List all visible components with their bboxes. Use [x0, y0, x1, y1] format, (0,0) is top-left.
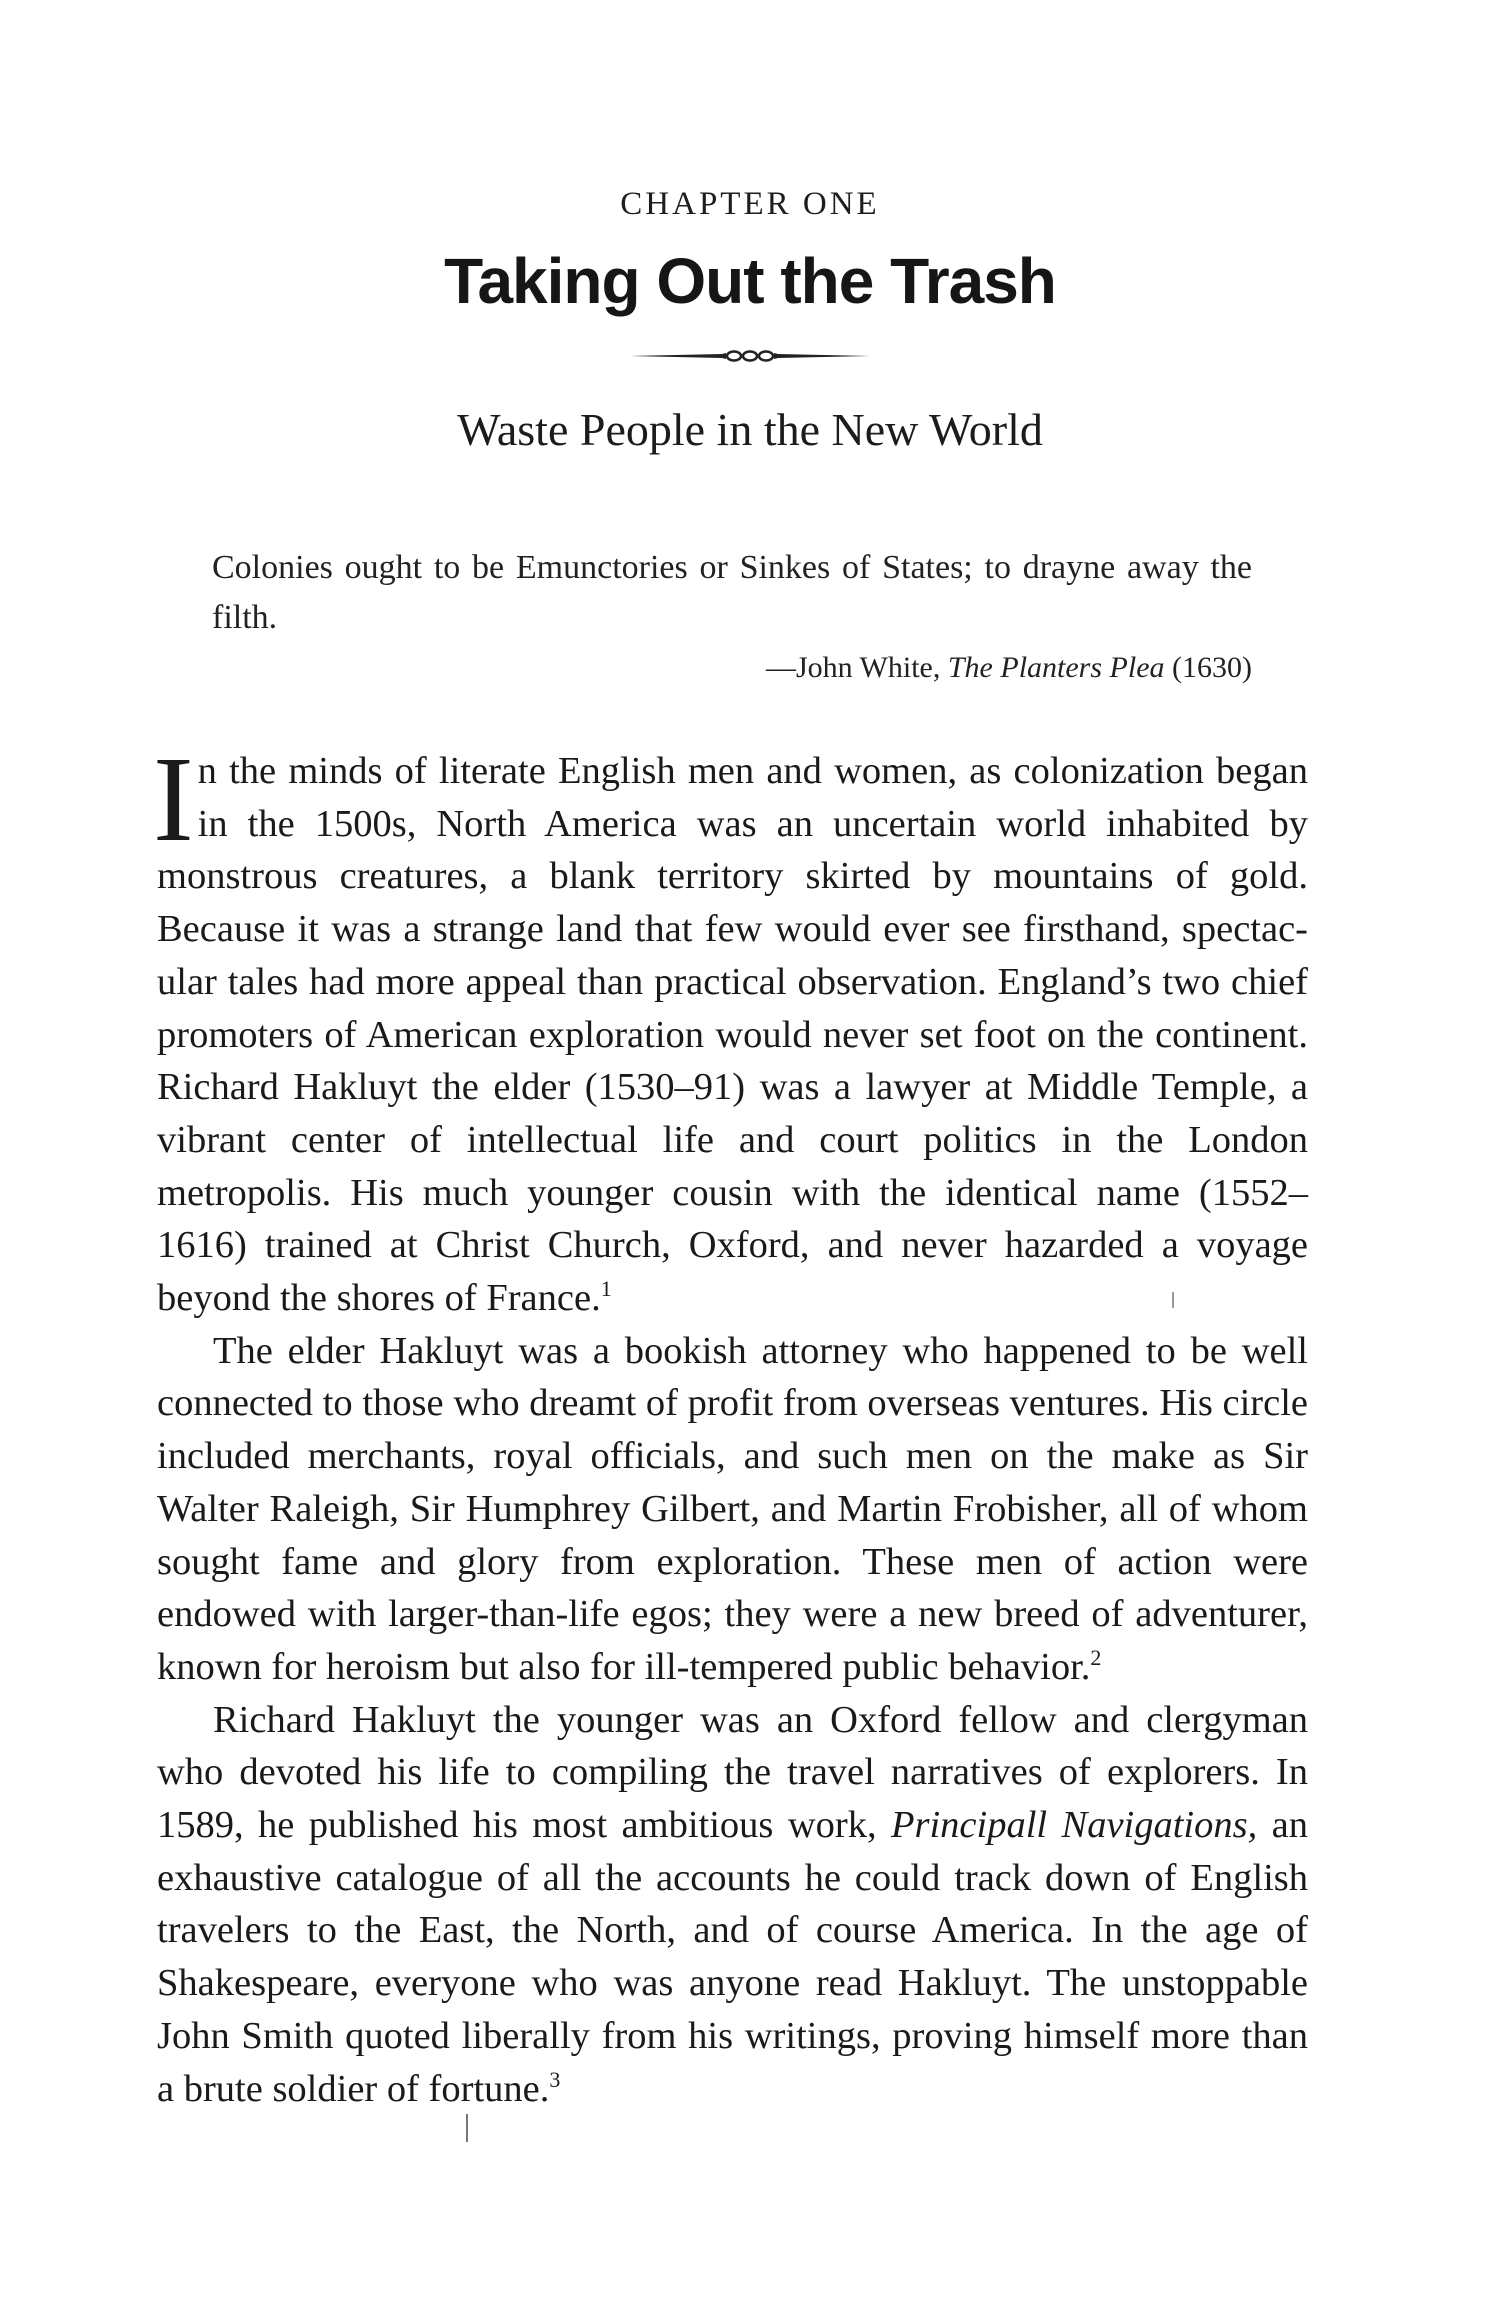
attribution-prefix: —John White,: [765, 651, 948, 684]
attribution-work: The Planters Plea: [947, 651, 1165, 684]
paragraph-2: [157, 1325, 1308, 1694]
epigraph-quote: Colonies ought to be Emunctories or Sinkes of States; to drayne away the filth.: [212, 549, 1252, 636]
paragraph-1-text: n the minds of literate English men and women, as colonization began in the 1500s, North America was an uncertain world inhabited by monstrous creatures, a blank territory skirted by mountains of gold. Because it was a strange land that few would ever see firsthand, spectacular tales had more appeal than practical observation. England’s two chief promoters of American exploration would never set foot on the continent. Richard Hakluyt the elder (1530–91) was a lawyer at Middle Temple, a vibrant center of intellectual life and court politics in the London metropolis. His much younger cousin with the identical name (1552–1616) trained at Christ Church, Oxford, and never hazarded a voyage beyond the shores of France.: [157, 750, 1308, 1320]
chapter-title: Taking Out the Trash: [444, 245, 1056, 317]
decorative-rule-icon: [630, 344, 870, 368]
paragraph-3-text-a: Richard Hakluyt the younger was an Oxford fellow and clergyman who devoted his life to compiling the travel narratives of explorers. In 1589, he published his most ambitious work,: [157, 1698, 1308, 1847]
footnote-ref-1: 1: [600, 1276, 612, 1302]
paragraph-3: [157, 1694, 1308, 2116]
paragraph-3-work: Principall Navigations,: [890, 1804, 1258, 1847]
footnote-ref-2: 2: [1090, 1644, 1102, 1670]
drop-cap: I: [153, 732, 194, 867]
chapter-body: [153, 732, 1309, 2115]
scan-artifact-mark: [1172, 1292, 1174, 1308]
footnote-ref-3: 3: [549, 2066, 561, 2092]
paragraph-1: [153, 732, 1308, 1325]
attribution-year: (1630): [1164, 651, 1252, 684]
chapter-label: CHAPTER ONE: [620, 186, 880, 222]
epigraph-attribution: [600, 651, 1252, 685]
paragraph-3-text-b: an exhaustive catalogue of all the accounts he could track down of English travelers to the East, the North, and of course America. In the age of Shakespeare, everyone who was anyone read Hakluyt. The unstoppable John Smith quoted liberally from his writings, proving himself more than a brute soldier of fortune.: [157, 1804, 1309, 2110]
scan-artifact-mark: [466, 2114, 468, 2142]
chapter-subtitle: Waste People in the New World: [457, 404, 1043, 455]
paragraph-2-text: The elder Hakluyt was a bookish attorney who happened to be well connected to those who dreamt of profit from overseas ventures. His circle included merchants, royal officials, and such men on the make as Sir Walter Raleigh, Sir Humphrey Gilbert, and Martin Frobisher, all of whom sought fame and glory from exploration. These men of action were endowed with larger-than-life egos; they were a new breed of adventurer, known for heroism but also for ill-tempered public behavior.: [157, 1329, 1308, 1688]
